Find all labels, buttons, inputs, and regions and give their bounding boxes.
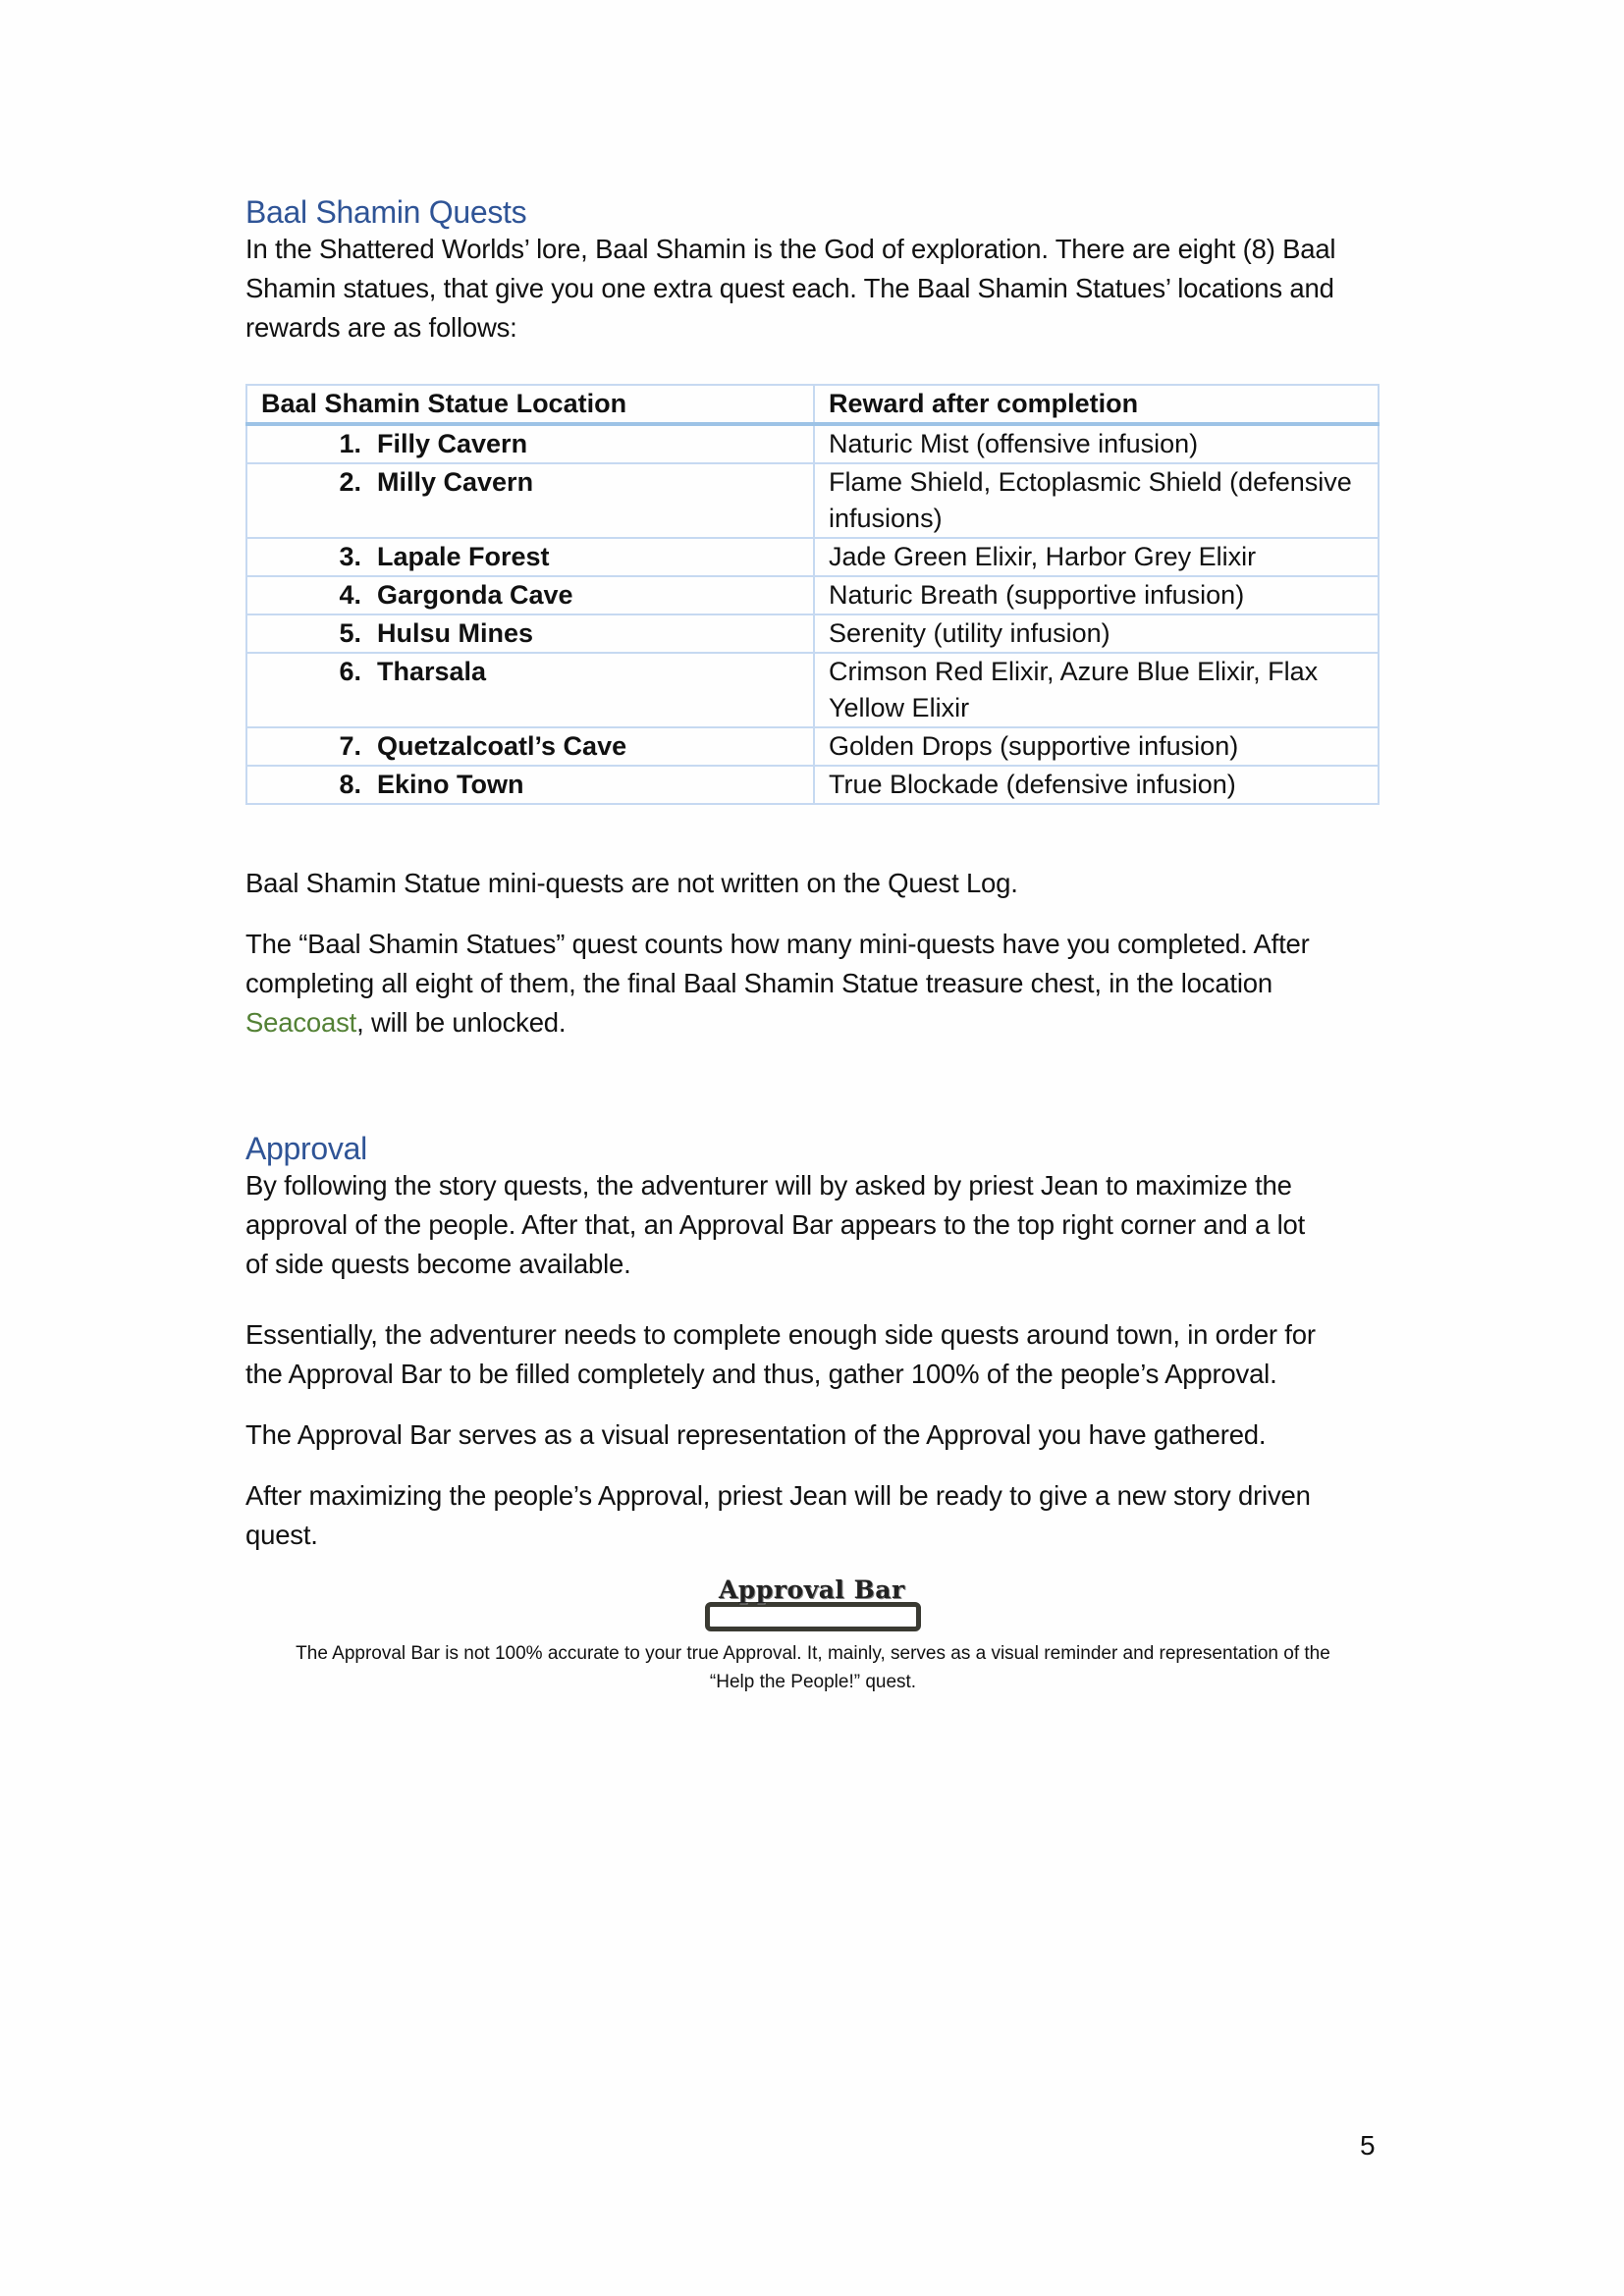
text-line: , will be unlocked. xyxy=(356,1007,567,1038)
text-line: Essentially, the adventurer needs to complete enough side quests around town, in order for xyxy=(245,1319,1316,1350)
section-heading-baal-shamin: Baal Shamin Quests xyxy=(245,194,527,230)
row-number: 5. xyxy=(339,618,361,648)
text-line: completing all eight of them, the final Baal Shamin Statue treasure chest, in the location xyxy=(245,968,1272,998)
location-cell: Lapale Forest xyxy=(377,542,550,571)
reward-cell: True Blockade (defensive infusion) xyxy=(814,766,1379,804)
table-row xyxy=(246,653,1379,727)
reward-cell: Crimson Red Elixir, Azure Blue Elixir, Flax Yellow Elixir xyxy=(814,653,1379,727)
approval-bar-frame xyxy=(705,1602,921,1631)
column-header-location: Baal Shamin Statue Location xyxy=(246,385,814,424)
reward-cell: Naturic Mist (offensive infusion) xyxy=(814,424,1379,463)
section-baal-shamin xyxy=(245,192,1380,347)
text-line: approval of the people. After that, an Approval Bar appears to the top right corner and a lot xyxy=(245,1209,1306,1240)
table-row xyxy=(246,538,1379,576)
row-number: 6. xyxy=(339,657,361,686)
quest-log-note xyxy=(245,864,1380,903)
column-header-reward: Reward after completion xyxy=(814,385,1379,424)
text-line: By following the story quests, the adventurer will by asked by priest Jean to maximize the xyxy=(245,1170,1292,1201)
row-number: 8. xyxy=(339,770,361,799)
text-line: of side quests become available. xyxy=(245,1249,631,1279)
section-heading-approval: Approval xyxy=(245,1131,367,1166)
location-cell: Hulsu Mines xyxy=(377,618,534,648)
row-number: 7. xyxy=(339,731,361,761)
row-number: 2. xyxy=(339,467,361,497)
reward-cell: Jade Green Elixir, Harbor Grey Elixir xyxy=(814,538,1379,576)
row-number: 1. xyxy=(339,429,361,458)
reward-cell: Naturic Breath (supportive infusion) xyxy=(814,576,1379,614)
intro-line: In the Shattered Worlds’ lore, Baal Shamin is the God of exploration. There are eight (8) Baal xyxy=(245,234,1336,264)
approval-bar-figure xyxy=(703,1575,919,1629)
row-number: 3. xyxy=(339,542,361,571)
caption-line: “Help the People!” quest. xyxy=(709,1672,917,1692)
text-line: The “Baal Shamin Statues” quest counts how many mini-quests have you completed. After xyxy=(245,929,1310,959)
statues-quest-paragraph xyxy=(245,925,1380,1042)
location-cell: Filly Cavern xyxy=(377,429,528,458)
seacoast-link[interactable]: Seacoast xyxy=(245,1007,357,1038)
intro-line: Shamin statues, that give you one extra quest each. The Baal Shamin Statues’ locations and xyxy=(245,273,1334,303)
table-row xyxy=(246,614,1379,653)
row-number: 4. xyxy=(339,580,361,610)
location-cell: Gargonda Cave xyxy=(377,580,573,610)
location-cell: Tharsala xyxy=(377,657,487,686)
statue-table xyxy=(245,384,1380,805)
paragraph-counts xyxy=(245,925,1380,1042)
reward-cell: Serenity (utility infusion) xyxy=(814,614,1379,653)
paragraph-not-written: Baal Shamin Statue mini-quests are not written on the Quest Log. xyxy=(245,868,1018,898)
table-row xyxy=(246,463,1379,538)
caption-line: The Approval Bar is not 100% accurate to your true Approval. It, mainly, serves as a visual reminder and representation of the xyxy=(296,1643,1330,1664)
approval-paragraph-1 xyxy=(245,1166,1380,1284)
approval-paragraph-3: The Approval Bar serves as a visual representation of the Approval you have gathered. xyxy=(245,1419,1267,1450)
table-row xyxy=(246,766,1379,804)
approval-paragraph-2-block xyxy=(245,1315,1380,1394)
intro-paragraph xyxy=(245,230,1380,347)
page-number: 5 xyxy=(1360,2130,1376,2161)
reward-cell: Flame Shield, Ectoplasmic Shield (defensive infusions) xyxy=(814,463,1379,538)
approval-paragraph-2 xyxy=(245,1315,1380,1394)
figure-caption xyxy=(245,1639,1380,1696)
location-cell: Ekino Town xyxy=(377,770,524,799)
text-line: quest. xyxy=(245,1520,318,1550)
approval-bar-label: Approval Bar xyxy=(719,1575,905,1604)
section-approval xyxy=(245,1129,1380,1284)
table-row xyxy=(246,424,1379,463)
location-cell: Quetzalcoatl’s Cave xyxy=(377,731,627,761)
location-cell: Milly Cavern xyxy=(377,467,534,497)
table-row xyxy=(246,576,1379,614)
approval-paragraph-4 xyxy=(245,1476,1380,1555)
intro-line: rewards are as follows: xyxy=(245,312,517,343)
table-header-row xyxy=(246,385,1379,424)
approval-paragraph-3-block xyxy=(245,1415,1380,1455)
text-line: After maximizing the people’s Approval, priest Jean will be ready to give a new story driven xyxy=(245,1480,1311,1511)
table-row xyxy=(246,727,1379,766)
approval-paragraph-4-block xyxy=(245,1476,1380,1555)
reward-cell: Golden Drops (supportive infusion) xyxy=(814,727,1379,766)
text-line: the Approval Bar to be filled completely and thus, gather 100% of the people’s Approval. xyxy=(245,1359,1277,1389)
